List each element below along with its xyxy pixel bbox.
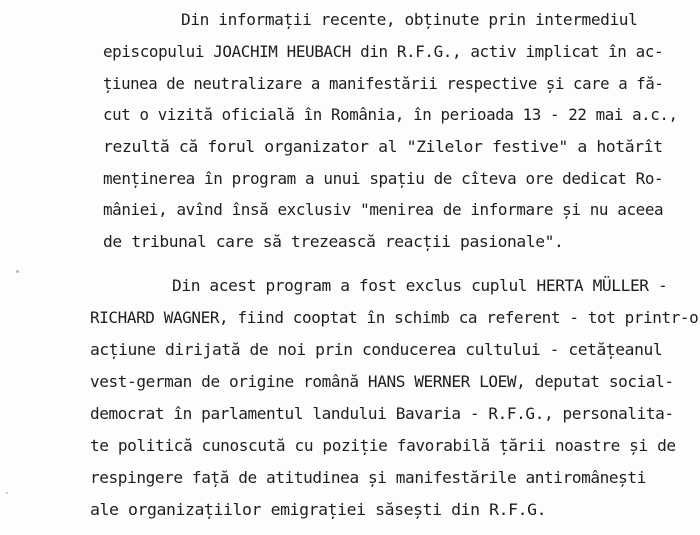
paragraph-1-line-4: cut o vizită oficială în România, în perioada 13 - 22 mai a.c., (103, 105, 678, 124)
paragraph-1-line-1: Din informații recente, obținute prin intermediul (181, 10, 638, 29)
paragraph-2-line-6: te politică cunoscută cu poziție favorabilă țării noastre și de (90, 436, 676, 455)
paragraph-2-line-3: acțiune dirijată de noi prin conducerea cultului - cetățeanul (90, 340, 663, 359)
paragraph-2-line-8: ale organizațiilor emigrației săsești din R.F.G. (90, 500, 547, 519)
paragraph-1-line-5: rezultă că forul organizator al "Zilelor festive" a hotărît (103, 137, 663, 156)
paragraph-2-line-7: respingere față de atitudinea și manifestările antiromânești (90, 468, 646, 487)
paragraph-2-line-1: Din acest program a fost exclus cuplul HERTA MÜLLER - (172, 276, 668, 295)
paragraph-1-line-2: episcopului JOACHIM HEUBACH din R.F.G., activ implicat în ac- (103, 42, 664, 61)
scan-speck (16, 270, 19, 273)
paragraph-1-line-8: de tribunal care să trezească reacții pasionale". (103, 232, 564, 251)
scan-speck (6, 492, 8, 494)
paragraph-1-line-3: țiunea de neutralizare a manifestării respective și care a fă- (103, 74, 664, 93)
paragraph-2-line-5: democrat în parlamentul landului Bavaria - R.F.G., personalita- (90, 404, 674, 423)
paragraph-1-line-6: menținerea în program a unui spațiu de cîteva ore dedicat Ro- (103, 169, 664, 188)
paragraph-1-line-7: mâniei, avînd însă exclusiv "menirea de informare și nu aceea (103, 200, 664, 219)
paragraph-2-line-2: RICHARD WAGNER, fiind cooptat în schimb ca referent - tot printr-o (90, 308, 699, 327)
paragraph-2-line-4: vest-german de origine română HANS WERNER LOEW, deputat social- (90, 372, 674, 391)
